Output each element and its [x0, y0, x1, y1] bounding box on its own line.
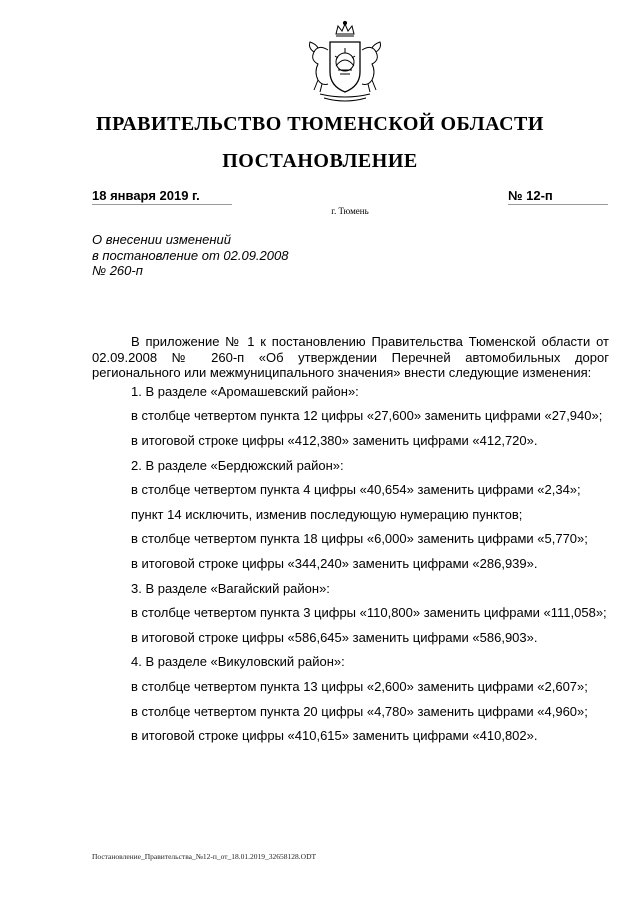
- body-paragraph: в итоговой строке цифры «410,615» заменить цифрами «410,802».: [131, 728, 538, 744]
- body-paragraph: в столбце четвертом пункта 3 цифры «110,800» заменить цифрами «111,058»;: [131, 605, 607, 621]
- body-paragraph: в итоговой строке цифры «586,645» заменить цифрами «586,903».: [131, 629, 538, 645]
- footer-filename: Постановление_Правительства_№12-п_от_18.01.2019_32658128.ODT: [92, 852, 317, 861]
- body-paragraph: в столбце четвертом пункта 12 цифры «27,600» заменить цифрами «27,940»;: [131, 408, 603, 424]
- body-paragraph: 2. В разделе «Бердюжский район»:: [131, 457, 344, 473]
- body-paragraph: в столбце четвертом пункта 4 цифры «40,654» заменить цифрами «2,34»;: [131, 482, 581, 498]
- document-body: [92, 334, 609, 753]
- body-paragraph: в итоговой строке цифры «412,380» заменить цифрами «412,720».: [131, 432, 538, 448]
- document-city: г. Тюмень: [331, 206, 369, 216]
- subject-line-2: в постановление от 02.09.2008: [92, 247, 289, 263]
- body-paragraph: пункт 14 исключить, изменив последующую нумерацию пунктов;: [131, 506, 523, 522]
- document-date: 18 января 2019 г.: [92, 188, 232, 205]
- document-number: № 12-п: [508, 188, 608, 205]
- body-paragraph: 4. В разделе «Викуловский район»:: [131, 654, 345, 670]
- document-type-title: ПОСТАНОВЛЕНИЕ: [222, 150, 418, 172]
- coat-of-arms-icon: [300, 20, 390, 104]
- body-paragraph: 3. В разделе «Вагайский район»:: [131, 580, 330, 596]
- body-paragraph: В приложение № 1 к постановлению Правительства Тюменской области от 02.09.2008 № 260-п «Об утверждении Перечней автомобильных дорог регионального или межмуниципального значения» внести следующие изменения:: [92, 334, 609, 381]
- body-paragraph: 1. В разделе «Аромашевский район»:: [131, 383, 359, 399]
- subject-line-1: О внесении изменений: [92, 232, 231, 247]
- body-paragraph: в столбце четвертом пункта 20 цифры «4,780» заменить цифрами «4,960»;: [131, 703, 588, 719]
- body-paragraph: в столбце четвертом пункта 18 цифры «6,000» заменить цифрами «5,770»;: [131, 531, 588, 547]
- body-paragraph: в столбце четвертом пункта 13 цифры «2,600» заменить цифрами «2,607»;: [131, 678, 588, 694]
- body-paragraph: в итоговой строке цифры «344,240» заменить цифрами «286,939».: [131, 555, 538, 571]
- subject-line-3: № 260-п: [92, 263, 143, 278]
- government-title: ПРАВИТЕЛЬСТВО ТЮМЕНСКОЙ ОБЛАСТИ: [96, 113, 544, 135]
- document-subject: [92, 232, 332, 279]
